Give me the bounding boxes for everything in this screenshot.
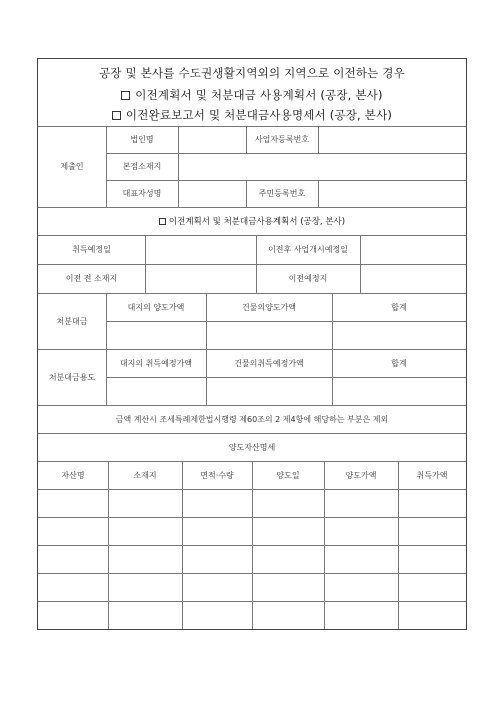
disposal-total-label: 합계 [391, 302, 407, 312]
biz-start-field[interactable] [361, 235, 466, 264]
checkbox-plan-section[interactable] [159, 218, 166, 225]
usage-land-field[interactable] [107, 378, 206, 405]
disposal-label: 처분대금 [56, 316, 88, 326]
rep-name-label: 대표자성명 [122, 189, 162, 198]
prev-location-field[interactable] [146, 264, 256, 293]
new-location-label: 이전예정지 [288, 274, 328, 283]
checkbox-completion[interactable] [112, 111, 121, 120]
biz-start-label: 이전후 사업개시예정일 [268, 245, 348, 254]
acq-date-label: 취득예정일 [72, 245, 111, 254]
hq-location-field[interactable] [179, 153, 466, 180]
new-location-field[interactable] [361, 264, 466, 293]
acq-date-field[interactable] [146, 235, 256, 264]
col-acquisition-price: 취득가액 [416, 470, 448, 480]
disposal-building-label: 건물의양도가액 [241, 302, 297, 312]
usage-building-label: 건물의취득예정가액 [234, 358, 304, 368]
checkbox-plan[interactable] [121, 91, 130, 100]
usage-total-field[interactable] [333, 378, 466, 405]
table-row[interactable] [38, 518, 466, 545]
transfer-title: 양도자산명세 [228, 442, 276, 452]
biz-reg-no-label: 사업자등록번호 [254, 135, 310, 144]
form-title-line-1: 공장 및 본사를 수도권생활지역외의 지역으로 이전하는 경우 [99, 66, 405, 80]
prev-location-label: 이전 전 소재지 [65, 274, 118, 283]
biz-reg-no-field[interactable] [319, 126, 466, 153]
application-form [37, 58, 467, 630]
resident-no-label: 주민등록번호 [258, 189, 306, 198]
col-area-quantity: 면적·수량 [200, 470, 234, 480]
rep-name-field[interactable] [179, 180, 246, 207]
corp-name-field[interactable] [179, 126, 246, 153]
disposal-land-field[interactable] [107, 322, 206, 349]
table-row[interactable] [38, 602, 466, 629]
plan-section-title: 이전계획서 및 처분대금사용계획서 (공장, 본사) [38, 207, 466, 235]
form-title-line-2: 이전계획서 및 처분대금 사용계획서 (공장, 본사) [38, 85, 466, 105]
usage-label: 처분대금용도 [48, 372, 96, 382]
disposal-total-field[interactable] [333, 322, 466, 349]
table-row[interactable] [38, 546, 466, 573]
applicant-label: 제출인 [60, 162, 84, 171]
table-row[interactable] [38, 574, 466, 601]
col-transfer-date: 양도일 [276, 470, 300, 480]
resident-no-field[interactable] [319, 180, 466, 207]
form-title-line-3: 이전완료보고서 및 처분대금사용명세서 (공장, 본사) [38, 105, 466, 125]
calculation-note: 금액 계산시 조세특례제한법시행령 제60조의 2 제4항에 해당하는 부분은 제외 [115, 414, 389, 424]
hq-location-label: 본점소재지 [122, 162, 162, 171]
usage-building-field[interactable] [207, 378, 332, 405]
disposal-land-label: 대지의 양도가액 [127, 302, 185, 312]
table-row[interactable] [38, 490, 466, 517]
usage-land-label: 대지의 취득예정가액 [119, 358, 193, 368]
col-location: 소재지 [133, 470, 157, 480]
disposal-building-field[interactable] [207, 322, 332, 349]
corp-name-label: 법인명 [130, 135, 154, 144]
col-transfer-price: 양도가액 [345, 470, 377, 480]
col-asset-name: 자산명 [61, 470, 85, 480]
usage-total-label: 합계 [391, 358, 407, 368]
